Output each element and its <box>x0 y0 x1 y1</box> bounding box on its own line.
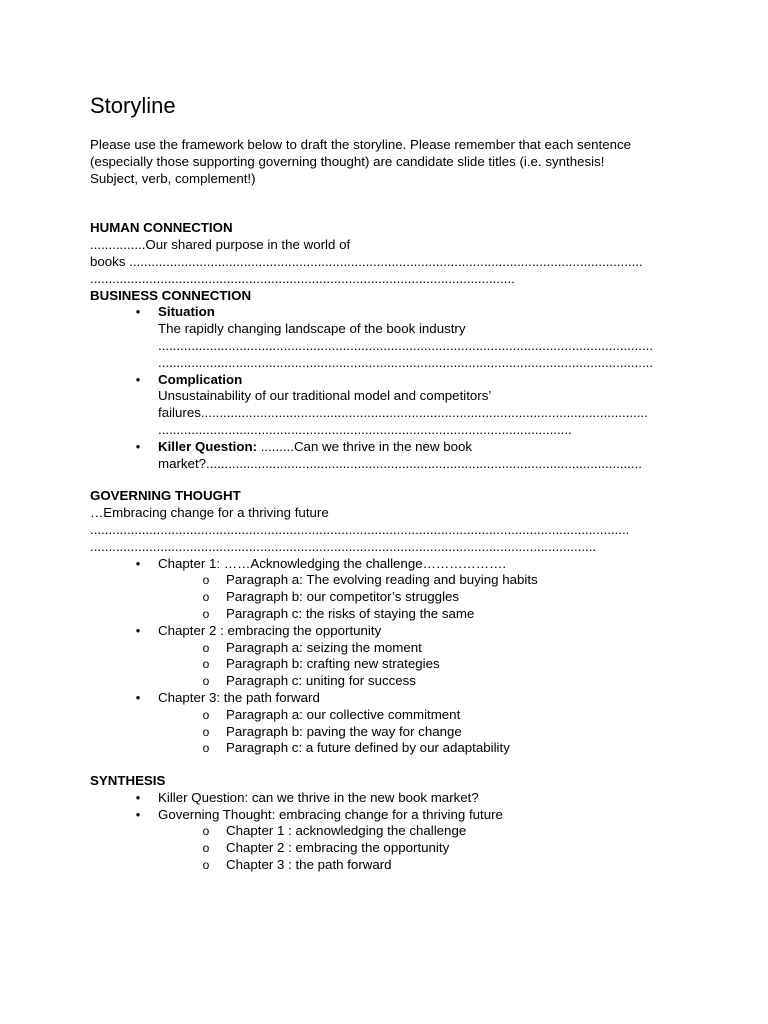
paragraph-label: Paragraph c: uniting for success <box>226 673 416 689</box>
paragraph-item <box>90 656 682 673</box>
business-connection-heading: BUSINESS CONNECTION <box>90 287 252 303</box>
paragraph-item <box>90 589 682 606</box>
situation-line: ...................................................................................................................................... <box>158 354 654 370</box>
situation-line: ...................................................................................................................................... <box>158 337 654 353</box>
chapter-label: Chapter 2 : embracing the opportunity <box>158 622 382 638</box>
synthesis-section <box>90 773 682 874</box>
complication-line: Unsustainability of our traditional model and competitors’ <box>158 388 492 404</box>
document-page <box>90 92 682 874</box>
synthesis-heading: SYNTHESIS <box>90 773 166 789</box>
paragraph-label: Paragraph c: a future defined by our adaptability <box>226 740 510 756</box>
human-connection-heading: HUMAN CONNECTION <box>90 220 233 236</box>
synthesis-sub-item-label: Chapter 1 : acknowledging the challenge <box>226 823 467 839</box>
intro-line: Please use the framework below to draft the storyline. Please remember that each sentence <box>90 137 632 152</box>
paragraph-item <box>90 640 682 657</box>
paragraph-label: Paragraph c: the risks of staying the same <box>226 605 475 621</box>
synthesis-item-label: Governing Thought: embracing change for a thriving future <box>158 806 503 822</box>
governing-thought-heading: GOVERNING THOUGHT <box>90 488 241 504</box>
human-connection-line: ...............Our shared purpose in the world of <box>90 237 351 253</box>
synthesis-sub-item-label: Chapter 3 : the path forward <box>226 857 392 873</box>
synthesis-item <box>90 807 682 824</box>
complication-line: failures......................................................................................................................... <box>158 405 648 421</box>
bullet-icon: • <box>135 806 141 822</box>
synthesis-item <box>90 790 682 807</box>
synthesis-sub-item <box>90 857 682 874</box>
governing-thought-line: .................................................................................................................................................. <box>90 521 630 537</box>
governing-thought-section <box>90 488 682 757</box>
killer-question-line: market?...................................................................................................................... <box>158 455 642 471</box>
synthesis-item-label: Killer Question: can we thrive in the new book market? <box>158 789 479 805</box>
chapter-item <box>90 690 682 707</box>
circle-bullet-icon: o <box>202 674 210 689</box>
paragraph-label: Paragraph b: crafting new strategies <box>226 656 440 672</box>
circle-bullet-icon: o <box>202 824 210 839</box>
circle-bullet-icon: o <box>202 590 210 605</box>
killer-question-item <box>90 439 682 473</box>
complication-label: Complication <box>158 371 243 387</box>
synthesis-sub-item <box>90 823 682 840</box>
bullet-icon: • <box>135 438 141 454</box>
bullet-icon: • <box>135 689 141 705</box>
paragraph-label: Paragraph a: The evolving reading and buying habits <box>226 572 538 588</box>
paragraph-item <box>90 606 682 623</box>
governing-thought-line: ......................................................................................................................................... <box>90 538 597 554</box>
synthesis-sub-item-label: Chapter 2 : embracing the opportunity <box>226 840 450 856</box>
situation-label: Situation <box>158 304 215 320</box>
situation-line: The rapidly changing landscape of the book industry <box>158 321 466 337</box>
situation-item <box>90 304 682 371</box>
intro-line: Subject, verb, complement!) <box>90 170 256 186</box>
circle-bullet-icon: o <box>202 741 210 756</box>
human-connection-line: books ........................................................................................................................................... <box>90 253 643 269</box>
paragraph-item <box>90 572 682 589</box>
circle-bullet-icon: o <box>202 657 210 672</box>
complication-item <box>90 372 682 439</box>
paragraph-label: Paragraph b: our competitor’s struggles <box>226 589 460 605</box>
chapter-item <box>90 556 682 573</box>
circle-bullet-icon: o <box>202 707 210 722</box>
human-connection-section <box>90 220 682 287</box>
intro-paragraph <box>90 137 682 187</box>
human-connection-line: ................................................................................................................... <box>90 270 515 286</box>
paragraph-label: Paragraph a: our collective commitment <box>226 706 461 722</box>
governing-thought-line: …Embracing change for a thriving future <box>90 505 329 521</box>
bullet-icon: • <box>135 622 141 638</box>
paragraph-label: Paragraph a: seizing the moment <box>226 639 422 655</box>
paragraph-label: Paragraph b: paving the way for change <box>226 723 462 739</box>
bullet-icon: • <box>135 371 141 387</box>
paragraph-item <box>90 673 682 690</box>
circle-bullet-icon: o <box>202 724 210 739</box>
business-connection-section <box>90 288 682 473</box>
paragraph-item <box>90 740 682 757</box>
bullet-icon: • <box>135 789 141 805</box>
complication-line: ................................................................................................................ <box>158 421 572 437</box>
intro-line: (especially those supporting governing thought) are candidate slide titles (i.e. synthesis! <box>90 153 605 169</box>
paragraph-item <box>90 724 682 741</box>
circle-bullet-icon: o <box>202 640 210 655</box>
circle-bullet-icon: o <box>202 606 210 621</box>
chapter-item <box>90 623 682 640</box>
chapter-label: Chapter 1: ……Acknowledging the challenge………………. <box>158 555 507 571</box>
synthesis-sub-item <box>90 840 682 857</box>
circle-bullet-icon: o <box>202 858 210 873</box>
page-title: Storyline <box>90 93 176 118</box>
killer-question-text: .........Can we thrive in the new book <box>257 438 473 454</box>
bullet-icon: • <box>135 304 141 320</box>
circle-bullet-icon: o <box>202 573 210 588</box>
paragraph-item <box>90 707 682 724</box>
bullet-icon: • <box>135 555 141 571</box>
chapter-label: Chapter 3: the path forward <box>158 689 320 705</box>
killer-question-label: Killer Question: <box>158 438 257 454</box>
circle-bullet-icon: o <box>202 841 210 856</box>
